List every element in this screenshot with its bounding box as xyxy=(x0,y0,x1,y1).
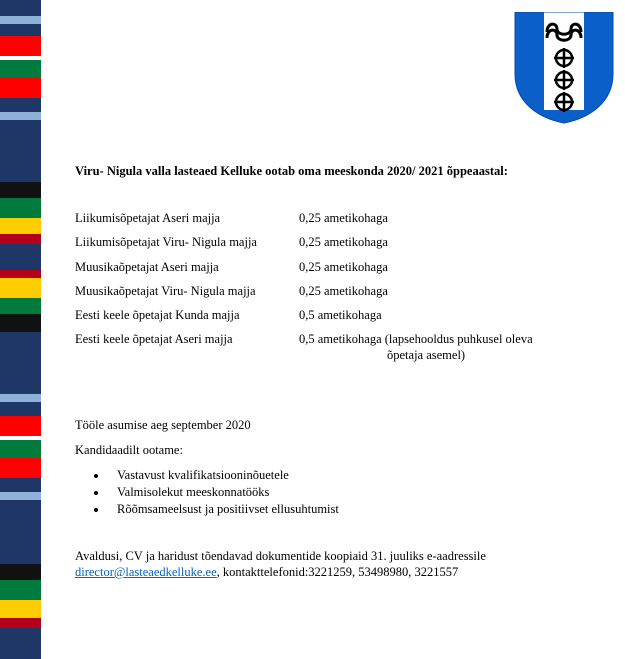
position-title: Liikumisõpetajat Viru- Nigula majja xyxy=(75,235,257,249)
position-title: Liikumisõpetajat Aseri majja xyxy=(75,211,221,225)
position-title: Eesti keele õpetajat Aseri majja xyxy=(75,332,233,346)
contact-line xyxy=(75,565,458,580)
list-item: Vastavust kvalifikatsiooninõuetele xyxy=(75,467,339,484)
expectations-label: Kandidaadilt ootame: xyxy=(75,443,183,457)
requirements-list xyxy=(75,467,339,518)
decorative-stripe xyxy=(0,0,41,659)
position-load: 0,25 ametikohaga xyxy=(299,260,388,274)
coat-of-arms-icon xyxy=(514,12,614,124)
list-item: Rõõmsameelsust ja positiivset ellusuhtumist xyxy=(75,501,339,518)
position-load-group xyxy=(299,331,599,363)
position-note: õpetaja asemel) xyxy=(387,348,466,362)
list-item: Valmisolekut meeskonnatööks xyxy=(75,484,339,501)
application-text: Avaldusi, CV ja haridust tõendavad dokumentide koopiaid 31. juuliks e-aadressile xyxy=(75,549,486,563)
position-title: Muusikaõpetajat Aseri majja xyxy=(75,260,219,274)
start-time: Tööle asumise aeg september 2020 xyxy=(75,418,251,432)
position-load: 0,25 ametikohaga xyxy=(299,211,388,225)
position-load: 0,5 ametikohaga (lapsehooldus puhkusel oleva xyxy=(299,332,533,346)
email-link[interactable]: director@lasteaedkelluke.ee xyxy=(75,565,217,579)
position-load: 0,25 ametikohaga xyxy=(299,235,388,249)
position-title: Eesti keele õpetajat Kunda majja xyxy=(75,308,240,322)
position-load: 0,5 ametikohaga xyxy=(299,308,382,322)
position-load: 0,25 ametikohaga xyxy=(299,284,388,298)
document-heading: Viru- Nigula valla lasteaed Kelluke ootab oma meeskonda 2020/ 2021 õppeaastal: xyxy=(75,164,508,178)
contact-phones: , kontakttelefonid:3221259, 53498980, 3221557 xyxy=(216,565,459,579)
position-title: Muusikaõpetajat Viru- Nigula majja xyxy=(75,284,256,298)
